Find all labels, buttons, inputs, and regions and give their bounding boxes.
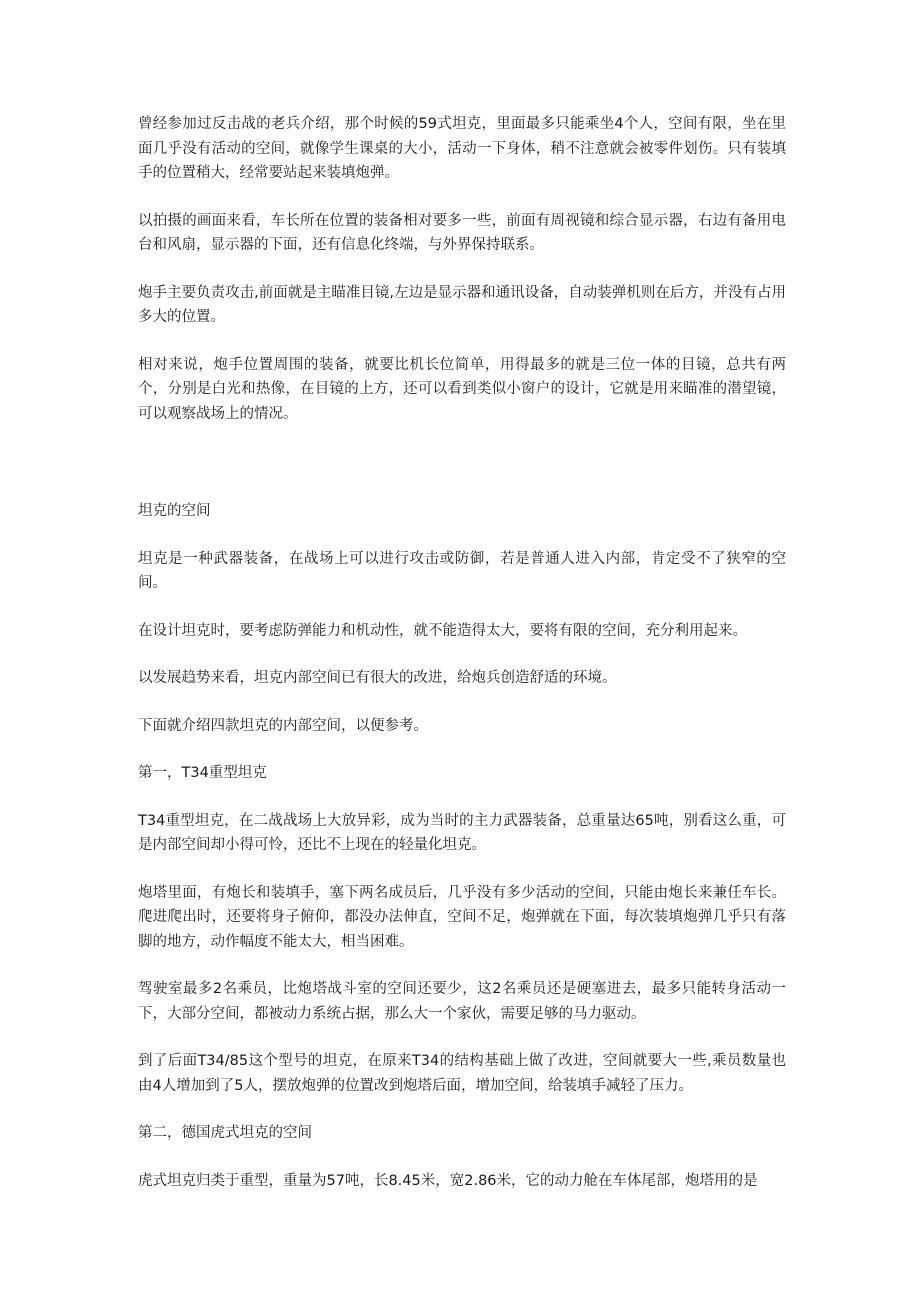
paragraph-veteran-intro: 曾经参加过反击战的老兵介绍，那个时候的59式坦克，里面最多只能乘坐4个人，空间有限，坐在里面几乎没有活动的空间，就像学生课桌的大小，活动一下身体，稍不注意就会被零件划伤。只有装填手的位置稍大，经常要站起来装填炮弹。 [138, 116, 786, 181]
paragraph-design-considerations: 在设计坦克时，要考虑防弹能力和机动性，就不能造得太大，要将有限的空间，充分利用起来。 [138, 622, 747, 639]
paragraph-t34-85-improvements: 到了后面T34/85这个型号的坦克，在原来T34的结构基础上做了改进，空间就要大一些,乘员数量也由4人增加到了5人，摆放炮弹的位置改到炮塔后面，增加空间，给装填手减轻了压力。 [138, 1053, 786, 1094]
paragraph-tiger-overview: 虎式坦克归类于重型，重量为57吨，长8.45米，宽2.86米，它的动力舱在车体尾部，炮塔用的是 [138, 1172, 758, 1189]
heading-first-t34: 第一，T34重型坦克 [138, 765, 267, 781]
paragraph-gunner-equipment: 相对来说，炮手位置周围的装备，就要比机长位简单，用得最多的就是三位一体的目镜，总共有两个，分别是白光和热像，在目镜的上方，还可以看到类似小窗户的设计，它就是用来瞄准的潜望镜，可以观察战场上的情况。 [138, 356, 786, 422]
section-heading-tank-space: 坦克的空间 [138, 503, 211, 519]
paragraph-t34-overview: T34重型坦克，在二战战场上大放异彩，成为当时的主力武器装备，总重量达65吨，别看这么重，可是内部空间却小得可怜，还比不上现在的轻量化坦克。 [138, 812, 786, 853]
paragraph-commander-position: 以拍摄的画面来看，车长所在位置的装备相对要多一些，前面有周视镜和综合显示器，右边有备用电台和风扇，显示器的下面，还有信息化终端，与外界保持联系。 [138, 212, 786, 253]
paragraph-t34-driver-compartment: 驾驶室最多2名乘员，比炮塔战斗室的空间还要少，这2名乘员还是硬塞进去，最多只能转身活动一下，大部分空间，都被动力系统占据，那么大一个家伙，需要足够的马力驱动。 [138, 981, 786, 1022]
paragraph-t34-turret: 炮塔里面，有炮长和装填手，塞下两名成员后，几乎没有多少活动的空间，只能由炮长来兼任车长。爬进爬出时，还要将身子俯仰，都没办法伸直，空间不足，炮弹就在下面，每次装填炮弹几乎只有落脚的地方，动作幅度不能太大，相当困难。 [138, 884, 786, 950]
paragraph-development-trend: 以发展趋势来看，坦克内部空间已有很大的改进，给炮兵创造舒适的环境。 [138, 670, 617, 686]
paragraph-tank-definition: 坦克是一种武器装备，在战场上可以进行攻击或防御，若是普通人进入内部，肯定受不了狭窄的空间。 [138, 550, 786, 591]
paragraph-gunner-duties: 炮手主要负责攻击,前面就是主瞄准目镜,左边是显示器和通讯设备，自动装弹机则在后方，并没有占用多大的位置。 [138, 284, 786, 325]
article-body [138, 112, 786, 1216]
paragraph-four-tanks-intro: 下面就介绍四款坦克的内部空间，以便参考。 [138, 717, 428, 734]
heading-second-tiger: 第二，德国虎式坦克的空间 [138, 1125, 312, 1141]
